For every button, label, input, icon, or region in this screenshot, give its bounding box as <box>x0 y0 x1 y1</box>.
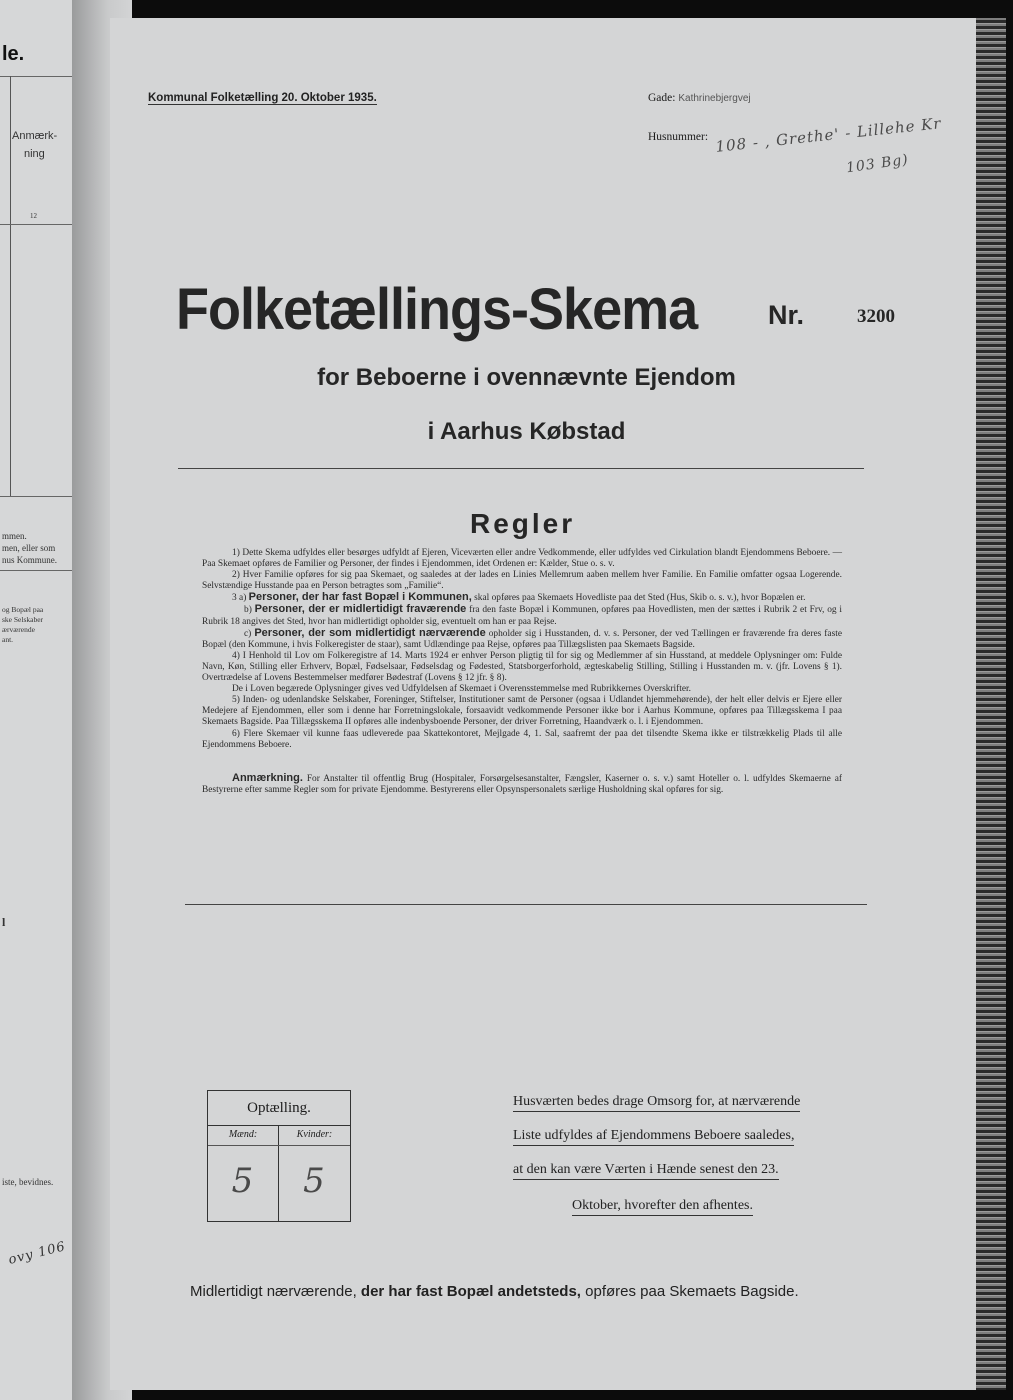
left-page-fragment-text: nus Kommune. <box>2 555 57 565</box>
rule-4: 4) I Henhold til Lov om Folkeregistre af 14. Marts 1924 er enhver Person pligtig til for sig og Medlemmer af sin Husstand, at meddele Oplysninger om: Fulde Navn, Køn, Stilling eller Erhverv, Bopæl, Fødselsaar, Fødselsdag og Fødested, Statsborgerforhold, ægteskabelig Stilling, Stilling i Husstanden m. v. (jfr. Lovens § 1). Overtrædelse af Lovens Bestemmelser medfører Bødestraf (Lovens § 12 jfr. § 8). <box>202 650 842 684</box>
form-number-label: Nr. <box>768 300 805 330</box>
street-field <box>648 92 751 104</box>
left-page-fragment-text: ant. <box>2 635 14 644</box>
form-title: Folketællings-Skema <box>176 277 698 342</box>
divider <box>185 904 867 905</box>
footer-pre: Midlertidigt nærværende, <box>190 1283 357 1300</box>
women-label: Kvinder: <box>296 1129 333 1140</box>
footer-post: opføres paa Skemaets Bagside. <box>585 1283 799 1300</box>
notice-line-3: at den kan være Værten i Hænde senest den 23. <box>513 1162 779 1180</box>
form-subtitle: for Beboerne i ovennævnte Ejendom <box>317 364 736 391</box>
census-heading: Kommunal Folketælling 20. Oktober 1935. <box>148 92 377 104</box>
count-box-title: Optælling. <box>208 1091 350 1126</box>
remark: Anmærkning. For Anstalter til offentlig Brug (Hospitaler, Forsørgelsesanstalter, Fængsler, Kaserner o. s. v.) samt Hoteller o. l. udfyldes Skemaerne af Bestyrerne efter samme Regler som for private Ejendomme. Bestyrerens eller Opsynspersonalets særlige Husholdning skal opføres for sig. <box>202 771 843 795</box>
divider <box>208 1145 350 1146</box>
footer-note <box>190 1283 799 1300</box>
left-page-fragment <box>0 0 74 1400</box>
form-number-value: 3200 <box>857 306 895 327</box>
rules-text <box>202 548 842 796</box>
notice-line-4: Oktober, hvorefter den afhentes. <box>572 1198 753 1216</box>
men-count: 5 <box>231 1161 255 1201</box>
left-page-fragment-text: 12 <box>30 212 37 220</box>
left-page-fragment-text: ærværende <box>2 625 35 634</box>
page-edge <box>976 18 1006 1390</box>
form-municipality: i Aarhus Købstad <box>427 418 626 445</box>
left-page-fragment-text: Anmærk- <box>12 130 58 142</box>
divider <box>0 224 72 225</box>
men-label: Mænd: <box>228 1129 258 1140</box>
rule-6: 6) Flere Skemaer vil kunne faas udleverede paa Skattekontoret, Mejlgade 4, 1. Sal, saafremt der paa det tilsendte Skema ikke er tilstrækkelig Plads til alle Ejendommens Beboere. <box>202 728 842 750</box>
notice-line-1: Husværten bedes drage Omsorg for, at nærværende <box>513 1094 800 1112</box>
left-page-fragment-text: og Bopæl paa <box>2 605 44 614</box>
street-label: Gade: <box>648 92 676 104</box>
women-count: 5 <box>303 1161 326 1201</box>
notice-line-2: Liste udfyldes af Ejendommens Beboere saaledes, <box>513 1128 794 1146</box>
rule-3b: b) Personer, der er midlertidigt fraværende fra den faste Bopæl i Kommunen, opføres paa Hovedlisten, men der sættes i Rubrik 2 et Frv, og i Rubrik 18 angives det Sted, hvor han midlertidigt opholder sig, eventuelt om han er paa Rejse. <box>202 603 843 627</box>
divider <box>178 468 864 469</box>
street-value: Kathrinebjergvej <box>678 93 751 104</box>
left-page-fragment-text: l <box>2 915 6 929</box>
house-number-handwriting: 108 - , Grethe' - Lillehe Kr <box>714 114 943 156</box>
rule-3c: c) Personer, der som midlertidigt nærværende opholder sig i Husstanden, d. v. s. Personer, der ved Tællingen er fraværende fra deres faste Bopæl (den Kommune, i hvis Folkeregister de staar), samt Udlændinge paa Rejse, opføres paa Tillægslisten paa Skemaets Bagside. <box>202 626 843 650</box>
divider <box>0 570 72 571</box>
rule-4b: De i Loven begærede Oplysninger gives ved Udfyldelsen af Skemaet i Overensstemmelse med Rubrikkernes Overskrifter. <box>232 684 691 695</box>
left-page-fragment-text: iste, bevidnes. <box>2 1177 54 1187</box>
rule-2: 2) Hver Familie opføres for sig paa Skemaet, og saaledes at der lades en Linies Mellemrum aaben mellem hver Familie. En Familie omfatter ogsaa Logerende. Selvstændige Husstande paa en Person betragtes som „Familie“. <box>202 570 842 592</box>
left-page-fragment-text: ning <box>24 148 45 160</box>
rule-1: 1) Dette Skema udfyldes eller besørges udfyldt af Ejeren, Viceværten eller andre Vedkommende, eller udfyldes ved Cirkulation blandt Ejendommens Beboere. — Paa Skemaet opføres de Familier og Personer, der findes i Ejendommen, idet Ordenen er: Kælder, Stue o. s. v. <box>202 548 842 570</box>
rule-3a: 3 a) Personer, der har fast Bopæl i Kommunen, skal opføres paa Skemaets Hovedliste paa det Sted (Hus, Skib o. s. v.), hvor Bopælen er. <box>232 591 806 604</box>
house-number-field <box>648 114 943 156</box>
footer-bold: der har fast Bopæl andetsteds, <box>360 1283 581 1300</box>
left-page-fragment-text: le. <box>2 43 25 65</box>
house-number-handwriting-2: 103 Bg) <box>845 151 910 177</box>
left-page-fragment-text: men, eller som <box>2 543 56 553</box>
divider <box>0 496 72 497</box>
rules-heading: Regler <box>470 508 576 539</box>
rule-5: 5) Inden- og udenlandske Selskaber, Foreninger, Stiftelser, Institutioner samt de Personer (ogsaa i Udlandet hjemmehørende), der helt eller delvis er Ejere eller Medejere af Ejendommen, eller som i denne har Forretningslokale, forsaavidt vedkommende Personer ikke bor i Aarhus Kommune, opføres paa Tillægsskema I paa Skemaets Bagside. Paa Tillægsskema II opføres alle indenbysboende Personer, der driver Forretning, Haandværk o. l. i Ejendommen. <box>202 695 842 728</box>
left-page-handwriting: ovy 106 <box>6 1239 68 1268</box>
left-page-fragment-text: mmen. <box>2 531 27 541</box>
left-page-fragment-text: ske Selskaber <box>2 615 44 624</box>
house-number-label: Husnummer: <box>648 131 709 143</box>
count-box <box>207 1090 351 1222</box>
